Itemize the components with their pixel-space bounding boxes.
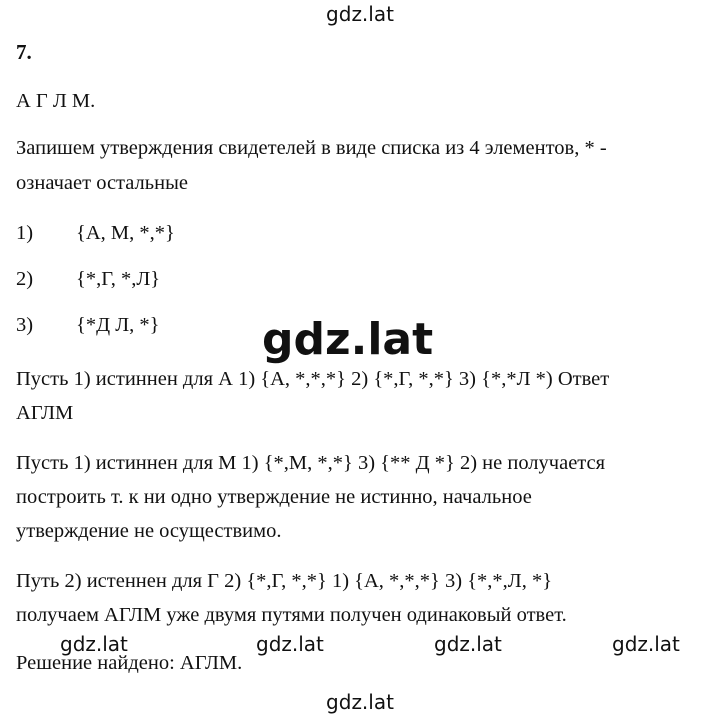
list-item-text: {*,Г, *,Л} (76, 268, 161, 290)
solution-line: Решение найдено: АГЛМ. (16, 652, 243, 674)
watermark-row-2: gdz.lat (256, 632, 324, 656)
problem-number: 7. (16, 40, 32, 64)
case2-line-2: построить т. к ни одно утверждение не истинно, начальное (16, 486, 532, 508)
case3-line-1: Путь 2) истеннен для Г 2) {*,Г, *,*} 1) {А, *,*,*} 3) {*,*,Л, *} (16, 570, 553, 592)
list-item-number: 1) (16, 222, 34, 244)
watermark-center: gdz.lat (262, 314, 434, 365)
list-item-text: {*Д Л, *} (76, 314, 160, 336)
list-item-text: {А, М, *,*} (76, 222, 175, 244)
intro-line-2: означает остальные (16, 172, 188, 194)
case1-line-1: Пусть 1) истиннен для А 1) {А, *,*,*} 2) {*,Г, *,*} 3) {*,*Л *) Ответ (16, 368, 610, 390)
watermark-top: gdz.lat (326, 2, 394, 26)
watermark-row-3: gdz.lat (434, 632, 502, 656)
case2-line-3: утверждение не осуществимо. (16, 520, 282, 542)
watermark-row-4: gdz.lat (612, 632, 680, 656)
answer-line: А Г Л М. (16, 90, 96, 112)
watermark-bottom: gdz.lat (326, 690, 394, 714)
intro-line-1: Запишем утверждения свидетелей в виде списка из 4 элементов, * - (16, 137, 607, 159)
watermark-row-1: gdz.lat (60, 632, 128, 656)
list-item-number: 3) (16, 314, 34, 336)
case1-line-2: АГЛМ (16, 402, 74, 424)
case2-line-1: Пусть 1) истиннен для М 1) {*,М, *,*} 3) {** Д *} 2) не получается (16, 452, 606, 474)
case3-line-2: получаем АГЛМ уже двумя путями получен одинаковый ответ. (16, 604, 567, 626)
list-item-number: 2) (16, 268, 34, 290)
